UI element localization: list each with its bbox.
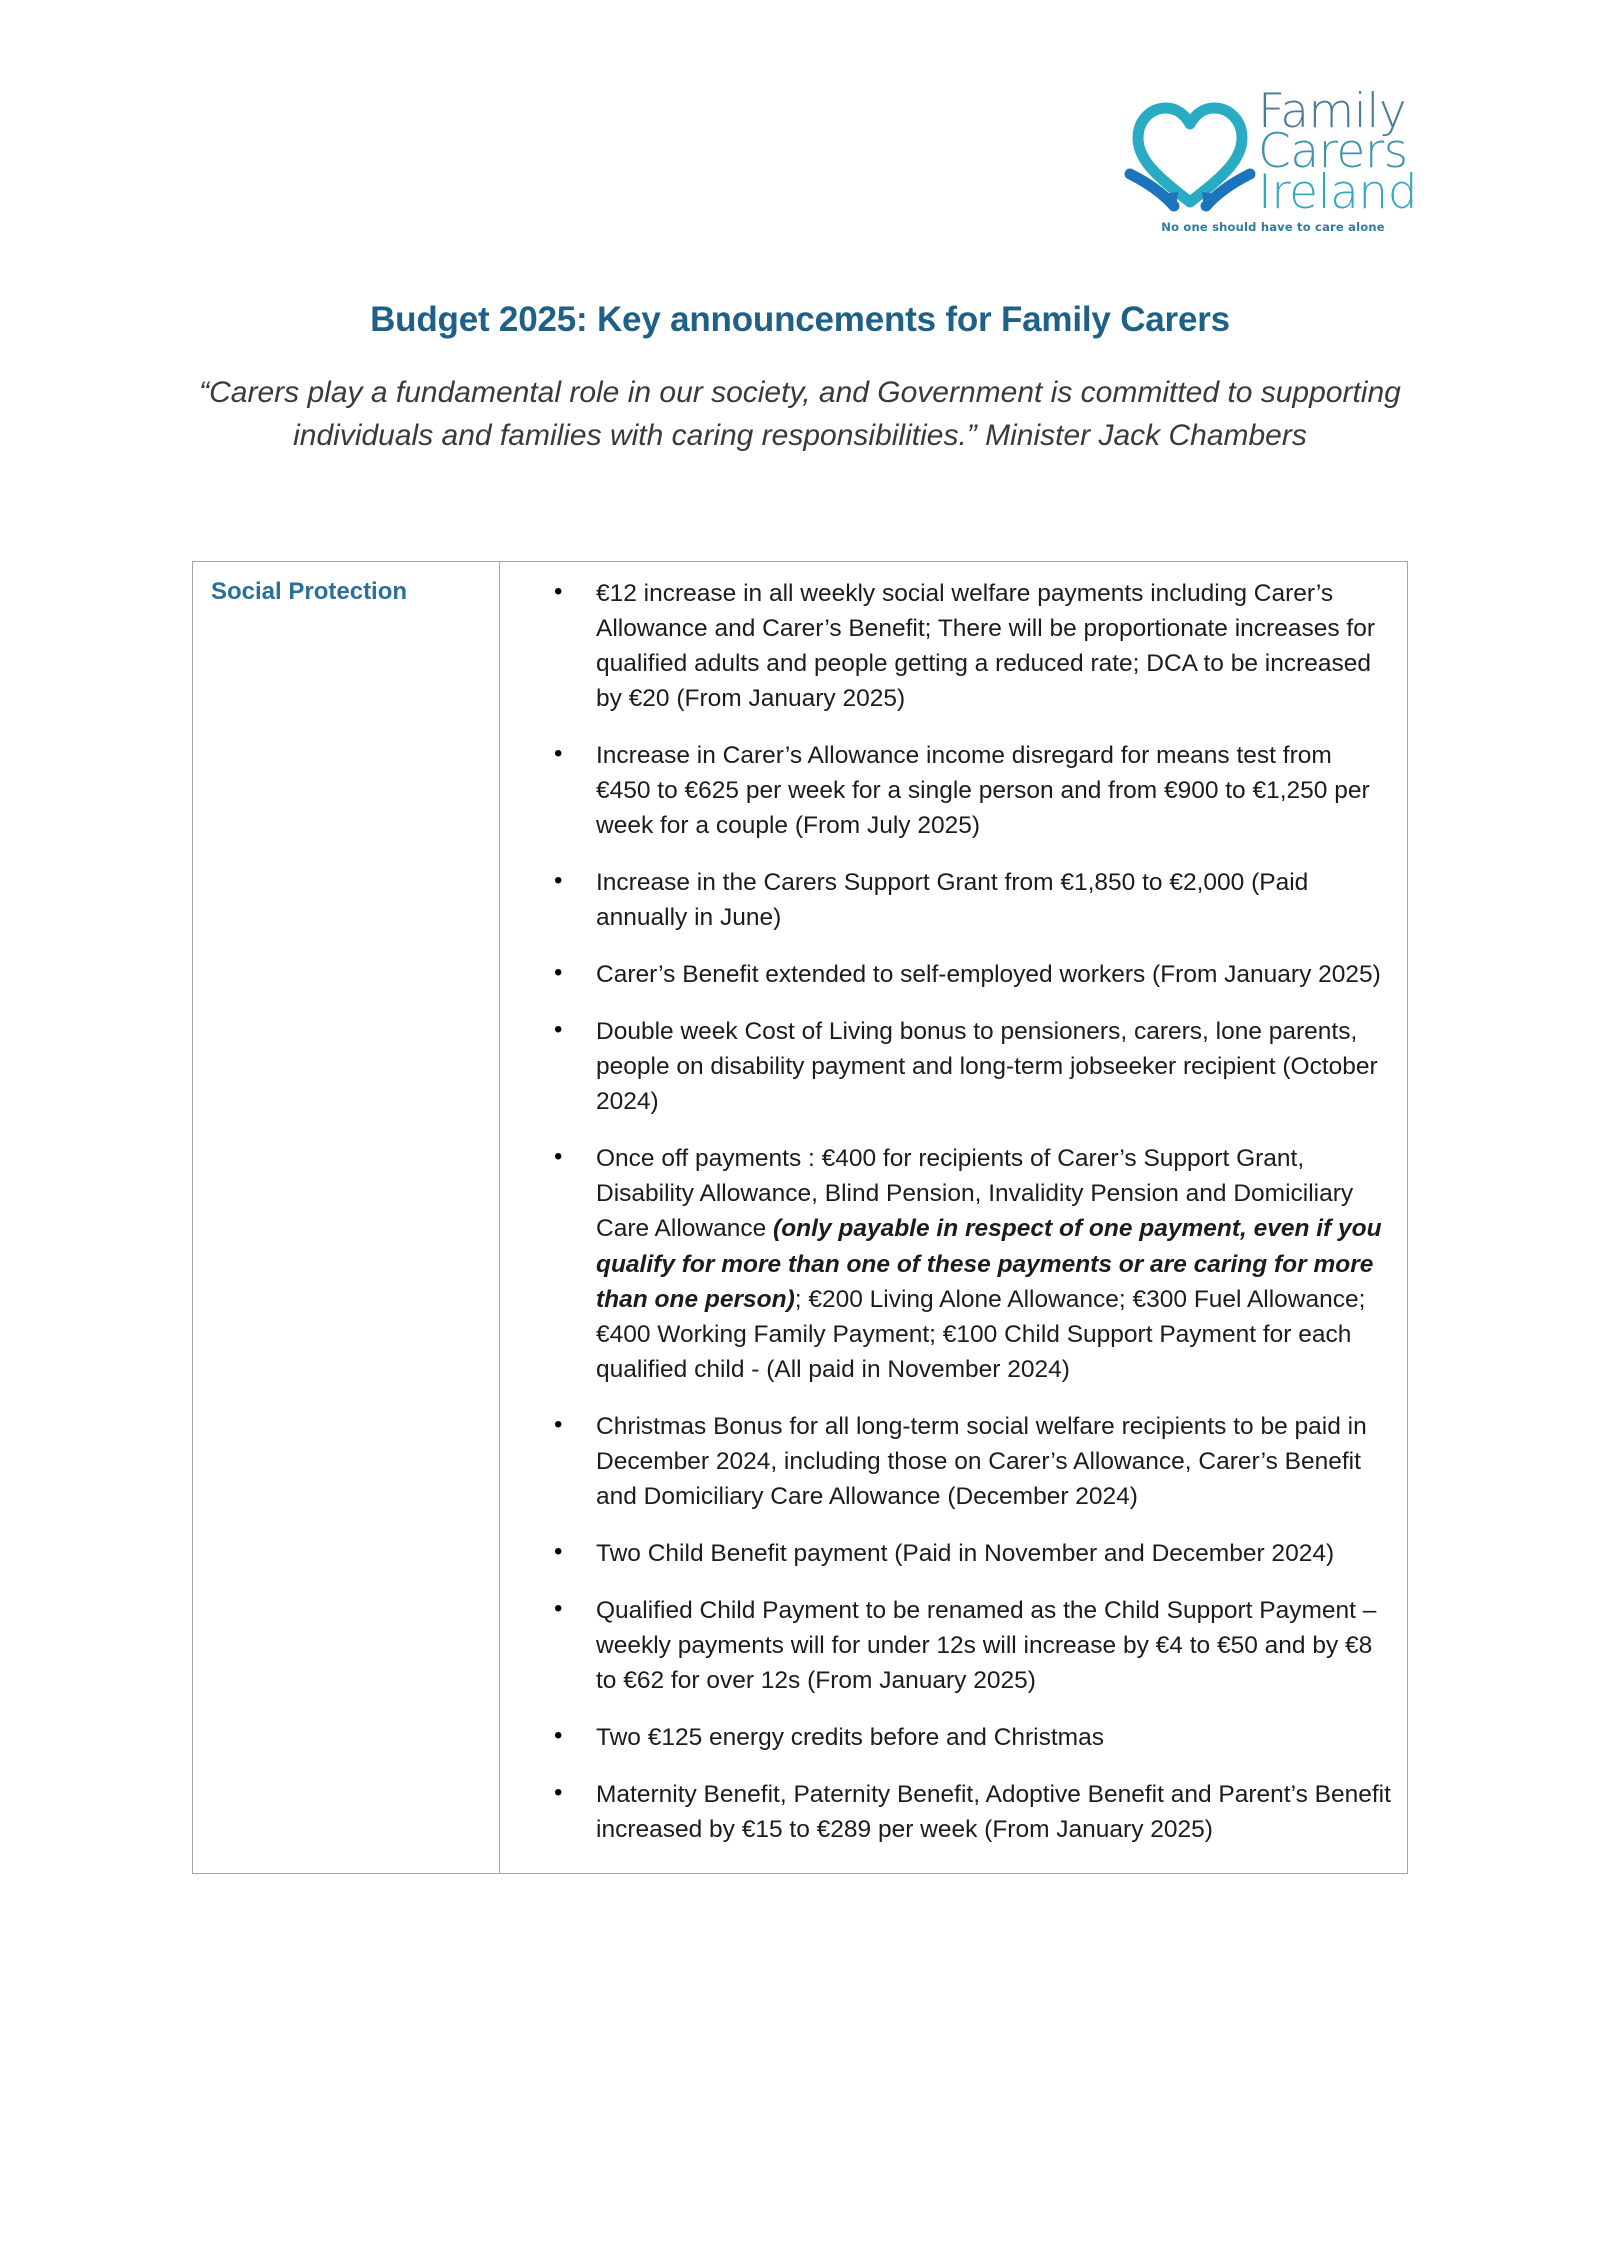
item-text: Carer’s Benefit extended to self-employed workers (From January 2025)	[596, 961, 1381, 989]
list-item	[500, 1409, 1391, 1514]
logo-word-line-1: Family	[1258, 84, 1407, 139]
item-text: Once off payments : €400 for recipients of Carer’s Support Grant, Disability Allowance, Blind Pension, Invalidity Pension and Domiciliary Care Allowance	[596, 1145, 1354, 1243]
table-row	[193, 562, 1408, 1874]
emphasised-text: (only payable in respect of one payment, even if you qualify for more than one of these payments or are caring for more than one person)	[596, 1215, 1382, 1313]
list-item	[500, 1777, 1391, 1847]
list-item	[500, 1593, 1391, 1698]
item-text: Two €125 energy credits before and Christmas	[596, 1723, 1104, 1751]
item-text: Qualified Child Payment to be renamed as the Child Support Payment – weekly payments will for under 12s will increase by €4 to €50 and by €8 to €62 for over 12s (From January 2025)	[596, 1596, 1377, 1694]
table-body	[193, 562, 1408, 1874]
logo-word-line-2: Carers	[1258, 124, 1408, 180]
item-text: €12 increase in all weekly social welfare payments including Carer’s Allowance and Carer’s Benefit; There will be proportionate increases for qualified adults and people getting a reduced rate; DCA to be increased by €20 (From January 2025)	[596, 580, 1375, 713]
heart-with-hands-icon	[1122, 94, 1258, 214]
announcement-list	[500, 576, 1391, 1847]
item-text: Increase in the Carers Support Grant from €1,850 to €2,000 (Paid annually in June)	[596, 869, 1309, 932]
item-text: Maternity Benefit, Paternity Benefit, Adoptive Benefit and Parent’s Benefit increased by €15 to €289 per week (From January 2025)	[596, 1780, 1391, 1843]
item-text: Double week Cost of Living bonus to pensioners, carers, lone parents, people on disability payment and long-term jobseeker recipient (October 2024)	[596, 1018, 1378, 1116]
item-text: Increase in Carer’s Allowance income disregard for means test from €450 to €625 per week for a single person and from €900 to €1,250 per week for a couple (From July 2025)	[596, 742, 1370, 840]
page-title: Budget 2025: Key announcements for Family Carers	[370, 300, 1230, 339]
list-item	[500, 1720, 1391, 1755]
family-carers-ireland-logo	[1122, 84, 1422, 242]
minister-quote: “Carers play a fundamental role in our society, and Government is committed to supporting individuals and families with caring responsibilities.” Minister Jack Chambers	[199, 376, 1401, 452]
announcements-cell	[500, 562, 1408, 1874]
list-item	[500, 865, 1391, 935]
list-item	[500, 1536, 1391, 1571]
logo-word-line-3: Ireland	[1258, 164, 1418, 220]
list-item	[500, 738, 1391, 843]
category-label: Social Protection	[211, 578, 408, 605]
list-item	[500, 576, 1391, 716]
list-item	[500, 1141, 1391, 1386]
category-cell	[193, 562, 500, 1874]
item-text: ; €200 Living Alone Allowance; €300 Fuel Allowance; €400 Working Family Payment; €100 Child Support Payment for each qualified child - (All paid in November 2024)	[596, 1285, 1366, 1383]
announcements-table	[192, 561, 1408, 1874]
logo-wordmark	[1258, 84, 1422, 220]
list-item	[500, 1014, 1391, 1119]
logo-tagline: No one should have to care alone	[1161, 220, 1385, 234]
list-item	[500, 957, 1391, 992]
item-text: Christmas Bonus for all long-term social welfare recipients to be paid in December 2024, including those on Carer’s Allowance, Carer’s Benefit and Domiciliary Care Allowance (December 2024)	[596, 1412, 1367, 1510]
item-text: Two Child Benefit payment (Paid in November and December 2024)	[596, 1539, 1335, 1567]
